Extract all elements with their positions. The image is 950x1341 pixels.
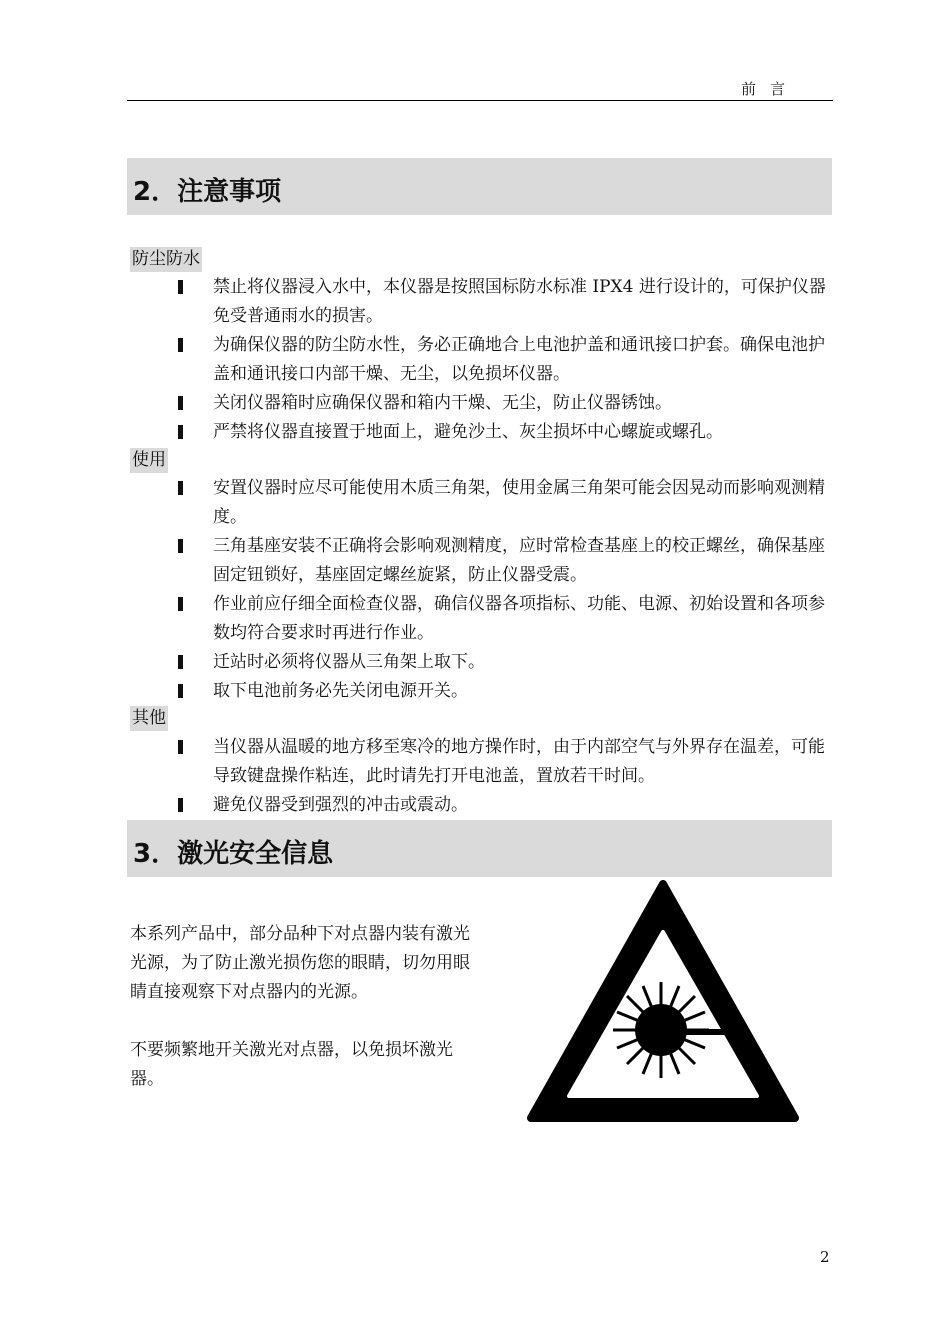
bullet-icon	[178, 280, 183, 294]
laser-paragraph: 本系列产品中，部分品种下对点器内装有激光光源，为了防止激光损伤您的眼睛，切勿用眼睛直接观察下对点器内的光源。	[130, 924, 470, 1002]
running-header: 前言	[741, 80, 800, 98]
header-rule	[127, 100, 833, 101]
list-item: 为确保仪器的防尘防水性，务必正确地合上电池护盖和通讯接口护套。确保电池护盖和通讯接口内部干燥、无尘，以免损坏仪器。	[178, 331, 833, 389]
list-item: 当仪器从温暖的地方移至寒冷的地方操作时，由于内部空气与外界存在温差，可能导致键盘操作粘连，此时请先打开电池盖，置放若干时间。	[178, 733, 833, 791]
bullet-icon	[178, 481, 183, 495]
list-item: 迁站时必须将仪器从三角架上取下。	[178, 648, 833, 677]
section-3-title: 3．激光安全信息	[133, 839, 334, 869]
group-label-usage: 使用	[130, 448, 168, 473]
bullet-icon	[178, 655, 183, 669]
bullet-icon	[178, 539, 183, 553]
list-item: 禁止将仪器浸入水中，本仪器是按照国标防水标准 IPX4 进行设计的，可保护仪器免受普通雨水的损害。	[178, 273, 833, 331]
laser-warning-icon	[525, 880, 801, 1130]
group-label-dustproof: 防尘防水	[130, 247, 202, 272]
bullet-icon	[178, 396, 183, 410]
bullet-icon	[178, 425, 183, 439]
list-item: 三角基座安装不正确将会影响观测精度，应时常检查基座上的校正螺丝，确保基座固定钮锁好，基座固定螺丝旋紧，防止仪器受震。	[178, 532, 833, 590]
list-item: 避免仪器受到强烈的冲击或震动。	[178, 791, 833, 820]
section-2-heading	[127, 158, 832, 215]
bullet-icon	[178, 597, 183, 611]
section-3-heading	[127, 820, 832, 877]
bullet-icon	[178, 798, 183, 812]
group-label-other: 其他	[130, 706, 168, 731]
page-number: 2	[820, 1248, 830, 1266]
list-item: 关闭仪器箱时应确保仪器和箱内干燥、无尘，防止仪器锈蚀。	[178, 389, 833, 418]
section-2-title: 2．注意事项	[133, 177, 282, 207]
bullet-icon	[178, 338, 183, 352]
list-item: 取下电池前务必先关闭电源开关。	[178, 677, 833, 706]
list-item: 作业前应仔细全面检查仪器，确信仪器各项指标、功能、电源、初始设置和各项参数均符合要求时再进行作业。	[178, 590, 833, 648]
bullet-icon	[178, 684, 183, 698]
laser-paragraph: 不要频繁地开关激光对点器，以免损坏激光器。	[130, 1040, 453, 1089]
list-item: 严禁将仪器直接置于地面上，避免沙土、灰尘损坏中心螺旋或螺孔。	[178, 418, 833, 447]
bullet-icon	[178, 740, 183, 754]
list-item: 安置仪器时应尽可能使用木质三角架，使用金属三角架可能会因晃动而影响观测精度。	[178, 474, 833, 532]
